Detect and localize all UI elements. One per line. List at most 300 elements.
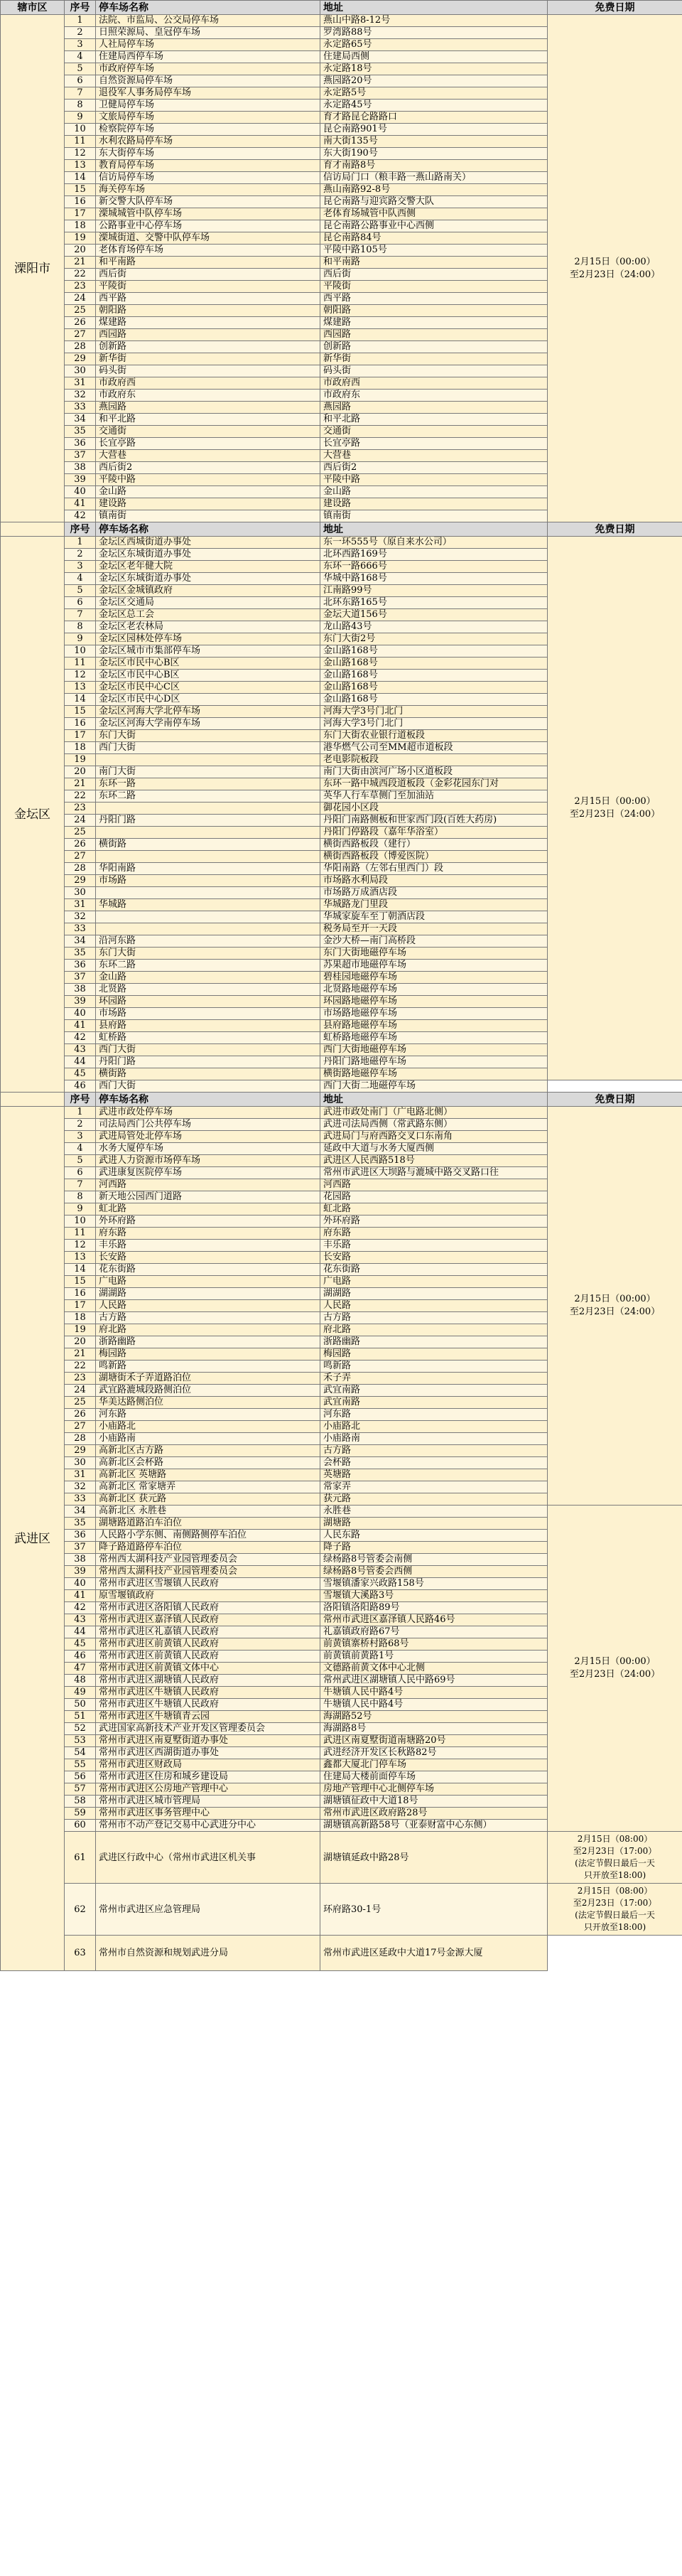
row-number: 53 [65, 1735, 96, 1747]
parking-address: 常州市武进区大坝路与漉城中路交叉路口往 [320, 1167, 548, 1179]
parking-name: 府北路 [96, 1324, 320, 1336]
parking-address: 西后街 [320, 269, 548, 281]
free-date-line: 只开放至18:00) [583, 1922, 646, 1932]
row-number: 24 [65, 293, 96, 305]
parking-address: 河东路 [320, 1409, 548, 1421]
table-row [1, 1107, 682, 1119]
parking-address: 丹阳门停路段（嘉年华浴室） [320, 827, 548, 839]
parking-address: 市场路地磁停车场 [320, 1008, 548, 1020]
parking-name: 华城路 [96, 899, 320, 911]
parking-name: 常州市武进区礼嘉镇人民政府 [96, 1626, 320, 1638]
row-number: 39 [65, 1566, 96, 1578]
table-row [1, 1506, 682, 1518]
header-address: 地址 [320, 522, 548, 537]
parking-name: 虹北路 [96, 1203, 320, 1215]
free-date-line: 至2月23日（24:00） [569, 809, 661, 820]
parking-address: 和平北路 [320, 414, 548, 426]
parking-name: 卫健局停车场 [96, 100, 320, 112]
parking-address: 老电影院板段 [320, 754, 548, 766]
parking-address: 金沙大桥—南门高桥段 [320, 935, 548, 948]
row-number: 46 [65, 1651, 96, 1663]
row-number: 38 [65, 984, 96, 996]
parking-address: 华阳南路（左邻右里西门）段 [320, 863, 548, 875]
parking-address: 东门大街农业银行道板段 [320, 730, 548, 742]
parking-address: 罗湾路88号 [320, 27, 548, 39]
parking-name: 高新北区 英塘路 [96, 1469, 320, 1481]
free-date-line: 2月15日（08:00） [577, 1834, 653, 1844]
parking-name: 创新路 [96, 341, 320, 353]
parking-name: 小庙路北 [96, 1421, 320, 1433]
parking-name: 燕园路 [96, 402, 320, 414]
header-district [1, 522, 65, 537]
parking-name: 花东街路 [96, 1264, 320, 1276]
parking-name: 金坛区市民中心B区 [96, 658, 320, 670]
header-date: 免费日期 [548, 522, 682, 537]
parking-name: 东大街停车场 [96, 148, 320, 160]
header-name: 停车场名称 [96, 1, 320, 15]
parking-address: 和平南路 [320, 257, 548, 269]
parking-address: 碧桂园地磁停车场 [320, 972, 548, 984]
parking-address: 华城中路168号 [320, 573, 548, 585]
row-number: 42 [65, 1602, 96, 1614]
row-number: 23 [65, 1373, 96, 1385]
row-number: 18 [65, 220, 96, 232]
parking-address: 虹桥路地磁停车场 [320, 1032, 548, 1044]
row-number: 9 [65, 633, 96, 645]
free-date [548, 537, 682, 1080]
parking-name [96, 754, 320, 766]
row-number: 61 [65, 1832, 96, 1884]
parking-name: 信访局停车场 [96, 172, 320, 184]
row-number: 10 [65, 1215, 96, 1228]
row-number: 2 [65, 549, 96, 561]
parking-name: 金坛区西城街道办事处 [96, 537, 320, 549]
parking-address: 交通街 [320, 426, 548, 438]
parking-name: 常州市武进区前黄镇文体中心 [96, 1663, 320, 1675]
parking-address: 东一环555号（原自来水公司） [320, 537, 548, 549]
parking-name [96, 827, 320, 839]
parking-address: 武进司法局西侧（常武路东侧） [320, 1119, 548, 1131]
parking-address: 金山路 [320, 486, 548, 498]
parking-address: 北环东路165号 [320, 597, 548, 609]
parking-name: 常州市武进区前黄镇人民政府 [96, 1651, 320, 1663]
parking-name: 广电路 [96, 1276, 320, 1288]
parking-address: 龙山路43号 [320, 621, 548, 633]
parking-name: 西门大街 [96, 1044, 320, 1056]
parking-address: 港华燃气公司至MM超市道板段 [320, 742, 548, 754]
parking-address: 牛塘镇人民中路4号 [320, 1687, 548, 1699]
parking-name: 武进国家高新技术产业开发区管理委员会 [96, 1723, 320, 1735]
parking-name: 河西路 [96, 1179, 320, 1191]
row-number: 16 [65, 196, 96, 208]
row-number: 17 [65, 730, 96, 742]
parking-name: 金坛区东城街道办事处 [96, 573, 320, 585]
parking-address: 海湖路52号 [320, 1711, 548, 1723]
header-row [1, 1093, 682, 1107]
row-number: 41 [65, 498, 96, 510]
parking-name: 市政府东 [96, 390, 320, 402]
row-number: 37 [65, 1542, 96, 1554]
parking-name: 市场路 [96, 875, 320, 887]
row-number: 21 [65, 257, 96, 269]
row-number: 52 [65, 1723, 96, 1735]
row-number: 32 [65, 390, 96, 402]
parking-name: 日照荣源局、皇冠停车场 [96, 27, 320, 39]
row-number: 5 [65, 1155, 96, 1167]
parking-address: 燕山中路8-12号 [320, 15, 548, 27]
row-number: 9 [65, 112, 96, 124]
parking-address: 横街西路板段（博爱医院） [320, 851, 548, 863]
parking-address: 育才路昆仑路路口 [320, 112, 548, 124]
parking-name: 常州市武进区牛塘镇人民政府 [96, 1699, 320, 1711]
row-number: 17 [65, 208, 96, 220]
row-number: 10 [65, 124, 96, 136]
parking-address: 人民东路 [320, 1530, 548, 1542]
parking-address: 北贤路地磁停车场 [320, 984, 548, 996]
parking-name: 西门大街 [96, 742, 320, 754]
parking-name: 常州市武进区嘉泽镇人民政府 [96, 1614, 320, 1626]
header-no: 序号 [65, 1, 96, 15]
row-number: 14 [65, 172, 96, 184]
parking-name: 市政府西 [96, 377, 320, 390]
parking-address: 绿杨路8号管委会南侧 [320, 1554, 548, 1566]
parking-name: 古方路 [96, 1312, 320, 1324]
parking-name: 东环二路 [96, 790, 320, 803]
parking-name: 武进区行政中心（常州市武进区机关事 [96, 1832, 320, 1884]
parking-address: 永定路45号 [320, 100, 548, 112]
parking-address: 小庙路北 [320, 1421, 548, 1433]
parking-address: 武宜南路 [320, 1397, 548, 1409]
parking-name: 长安路 [96, 1252, 320, 1264]
parking-address: 市政府西 [320, 377, 548, 390]
parking-name: 虹桥路 [96, 1032, 320, 1044]
free-date-line: 2月15日（08:00） [577, 1886, 653, 1896]
parking-name: 西后街2 [96, 462, 320, 474]
row-number: 12 [65, 1240, 96, 1252]
free-date-line: 至2月23日（17:00） [573, 1846, 657, 1856]
table-row [1, 1832, 682, 1884]
parking-address: 税务局至开一天段 [320, 923, 548, 935]
row-number: 3 [65, 561, 96, 573]
row-number: 30 [65, 365, 96, 377]
parking-name: 横街路 [96, 1068, 320, 1080]
parking-name: 西门大街 [96, 1080, 320, 1093]
parking-address: 武进经济开发区长秋路82号 [320, 1747, 548, 1759]
parking-name: 湖湖路 [96, 1288, 320, 1300]
parking-name: 常州西太湖科技产业园管理委员会 [96, 1566, 320, 1578]
parking-name: 人社局停车场 [96, 39, 320, 51]
parking-address: 燕园路20号 [320, 75, 548, 87]
parking-name [96, 887, 320, 899]
row-number: 28 [65, 1433, 96, 1445]
row-number: 25 [65, 827, 96, 839]
parking-name: 检察院停车场 [96, 124, 320, 136]
parking-name: 外环府路 [96, 1215, 320, 1228]
row-number: 27 [65, 329, 96, 341]
parking-name: 码头街 [96, 365, 320, 377]
parking-name: 溧城城管中队停车场 [96, 208, 320, 220]
parking-address: 信访局门口（粮丰路一燕山路南关） [320, 172, 548, 184]
parking-address: 西园路 [320, 329, 548, 341]
free-date [548, 1506, 682, 1832]
parking-address: 湖塘镇征政中大道18号 [320, 1796, 548, 1808]
row-number: 15 [65, 706, 96, 718]
parking-name: 小庙路南 [96, 1433, 320, 1445]
parking-name: 人民路 [96, 1300, 320, 1312]
row-number: 29 [65, 875, 96, 887]
row-number: 20 [65, 766, 96, 778]
row-number: 13 [65, 160, 96, 172]
row-number: 4 [65, 1143, 96, 1155]
parking-name: 金坛区城市市集部停车场 [96, 645, 320, 658]
parking-address: 市场路水利局段 [320, 875, 548, 887]
parking-address: 丹阳门路地磁停车场 [320, 1056, 548, 1068]
header-no: 序号 [65, 522, 96, 537]
parking-address: 鑫都大厦北门停车场 [320, 1759, 548, 1771]
parking-name: 新交警大队停车场 [96, 196, 320, 208]
row-number: 48 [65, 1675, 96, 1687]
row-number: 2 [65, 27, 96, 39]
parking-address: 花园路 [320, 1191, 548, 1203]
row-number: 28 [65, 341, 96, 353]
parking-name: 东门大街 [96, 730, 320, 742]
row-number: 35 [65, 426, 96, 438]
parking-address: 武进局门与府西路交叉口东南角 [320, 1131, 548, 1143]
row-number: 23 [65, 281, 96, 293]
parking-address: 东环一路666号 [320, 561, 548, 573]
table-row [1, 1884, 682, 1936]
parking-address: 常州武进区湖塘镇人民中路69号 [320, 1675, 548, 1687]
row-number: 6 [65, 1167, 96, 1179]
parking-address: 县府路地磁停车场 [320, 1020, 548, 1032]
parking-name: 丹阳门路 [96, 1056, 320, 1068]
parking-name: 府东路 [96, 1228, 320, 1240]
parking-address: 外环府路 [320, 1215, 548, 1228]
row-number: 56 [65, 1771, 96, 1783]
parking-address: 武进区南夏墅街道南塘路20号 [320, 1735, 548, 1747]
parking-address: 东门大街地磁停车场 [320, 948, 548, 960]
row-number: 8 [65, 621, 96, 633]
parking-name: 新天地公园西门道路 [96, 1191, 320, 1203]
parking-address: 海湖路8号 [320, 1723, 548, 1735]
parking-name: 人民路小学东侧、南侧路侧停车泊位 [96, 1530, 320, 1542]
free-date-line: (法定节假日最后一天 [575, 1910, 655, 1920]
row-number: 25 [65, 1397, 96, 1409]
parking-address: 金山路168号 [320, 670, 548, 682]
parking-address: 湖塘镇高新路58号（亚泰财富中心东侧） [320, 1820, 548, 1832]
parking-name: 市场路 [96, 1008, 320, 1020]
parking-address: 老体育场城管中队西侧 [320, 208, 548, 220]
row-number: 25 [65, 305, 96, 317]
parking-address: 禾子弄 [320, 1373, 548, 1385]
parking-address: 东门大街2号 [320, 633, 548, 645]
parking-address: 古方路 [320, 1445, 548, 1457]
parking-name: 煤建路 [96, 317, 320, 329]
parking-name: 金坛区金城镇政府 [96, 585, 320, 597]
parking-name: 华阳南路 [96, 863, 320, 875]
parking-address: 横街西路板段（建行） [320, 839, 548, 851]
parking-address: 金山路168号 [320, 658, 548, 670]
parking-name: 法院、市监局、公交局停车场 [96, 15, 320, 27]
parking-address: 平陵中路105号 [320, 245, 548, 257]
parking-address: 南门大街由滨河广场小区道板段 [320, 766, 548, 778]
parking-name: 金坛区老农林局 [96, 621, 320, 633]
row-number: 46 [65, 1080, 96, 1093]
parking-name: 东门大街 [96, 948, 320, 960]
parking-address: 市场路万成酒店段 [320, 887, 548, 899]
row-number: 16 [65, 1288, 96, 1300]
row-number: 30 [65, 887, 96, 899]
row-number: 36 [65, 1530, 96, 1542]
parking-name: 常州市武进区牛塘镇青云园 [96, 1711, 320, 1723]
parking-address: 古方路 [320, 1312, 548, 1324]
header-date: 免费日期 [548, 1093, 682, 1107]
parking-name: 西后街 [96, 269, 320, 281]
row-number: 12 [65, 670, 96, 682]
parking-name: 文旅局停车场 [96, 112, 320, 124]
parking-name: 南门大街 [96, 766, 320, 778]
parking-name: 丹阳门路 [96, 815, 320, 827]
parking-name: 环园路 [96, 996, 320, 1008]
parking-address: 武进市政处南门（广电路北侧） [320, 1107, 548, 1119]
parking-address: 金山路168号 [320, 682, 548, 694]
row-number: 43 [65, 1614, 96, 1626]
row-number: 10 [65, 645, 96, 658]
row-number: 44 [65, 1056, 96, 1068]
parking-name: 东环一路 [96, 778, 320, 790]
free-date-line: 至2月23日（17:00） [573, 1898, 657, 1908]
free-date-line: 2月15日（00:00） [574, 1294, 656, 1304]
row-number: 16 [65, 718, 96, 730]
row-number: 35 [65, 948, 96, 960]
parking-address: 永定路18号 [320, 63, 548, 75]
parking-address: 房地产管理中心北侧停车场 [320, 1783, 548, 1796]
parking-address: 府东路 [320, 1228, 548, 1240]
row-number: 20 [65, 245, 96, 257]
parking-name: 北贤路 [96, 984, 320, 996]
row-number: 54 [65, 1747, 96, 1759]
parking-name: 金坛区交通局 [96, 597, 320, 609]
row-number: 45 [65, 1638, 96, 1651]
row-number: 47 [65, 1663, 96, 1675]
row-number: 37 [65, 972, 96, 984]
parking-address: 新华街 [320, 353, 548, 365]
row-number: 38 [65, 462, 96, 474]
parking-name: 和平北路 [96, 414, 320, 426]
row-number: 33 [65, 923, 96, 935]
parking-name: 金坛区市民中心C区 [96, 682, 320, 694]
parking-name: 高新北区会杯路 [96, 1457, 320, 1469]
parking-name: 常州市武进区南夏墅街道办事处 [96, 1735, 320, 1747]
row-number: 5 [65, 585, 96, 597]
parking-name: 金坛区园林处停车场 [96, 633, 320, 645]
row-number: 63 [65, 1936, 96, 1971]
row-number: 32 [65, 911, 96, 923]
row-number: 36 [65, 438, 96, 450]
parking-name: 常州市武进区事务管理中心 [96, 1808, 320, 1820]
row-number: 26 [65, 1409, 96, 1421]
row-number: 3 [65, 1131, 96, 1143]
parking-name: 湖塘路道路泊车泊位 [96, 1518, 320, 1530]
row-number: 13 [65, 1252, 96, 1264]
parking-address: 御花园小区段 [320, 803, 548, 815]
row-number: 29 [65, 353, 96, 365]
parking-address: 华城家旋车至丁朝酒店段 [320, 911, 548, 923]
row-number: 26 [65, 839, 96, 851]
parking-address: 江南路99号 [320, 585, 548, 597]
parking-address: 西后街2 [320, 462, 548, 474]
parking-name: 常州市武进区城市管理局 [96, 1796, 320, 1808]
parking-address: 梅园路 [320, 1348, 548, 1361]
parking-name: 市政府停车场 [96, 63, 320, 75]
free-date-line: (法定节假日最后一天 [575, 1858, 655, 1868]
row-number: 28 [65, 863, 96, 875]
parking-name: 河东路 [96, 1409, 320, 1421]
row-number: 37 [65, 450, 96, 462]
parking-address: 昆仑南路与迎宾路交警大队 [320, 196, 548, 208]
row-number: 31 [65, 1469, 96, 1481]
row-number: 9 [65, 1203, 96, 1215]
free-date-line: 2月15日（00:00） [574, 1656, 656, 1667]
parking-name: 武进市政处停车场 [96, 1107, 320, 1119]
parking-address: 牛塘镇人民中路4号 [320, 1699, 548, 1711]
parking-address: 永胜巷 [320, 1506, 548, 1518]
header-address: 地址 [320, 1, 548, 15]
parking-address: 燕园路 [320, 402, 548, 414]
parking-address: 常家弄 [320, 1481, 548, 1493]
row-number: 1 [65, 1107, 96, 1119]
row-number: 2 [65, 1119, 96, 1131]
parking-name: 浙路幽路 [96, 1336, 320, 1348]
parking-name: 高新北区古方路 [96, 1445, 320, 1457]
row-number: 8 [65, 100, 96, 112]
row-number: 55 [65, 1759, 96, 1771]
row-number: 35 [65, 1518, 96, 1530]
parking-address: 礼嘉镇政府路67号 [320, 1626, 548, 1638]
parking-name: 武进局管处北停车场 [96, 1131, 320, 1143]
parking-address: 河海大学3号门北门 [320, 706, 548, 718]
parking-address: 东环一路中城西段道板段（金彩花园东门对 [320, 778, 548, 790]
parking-address: 湖塘镇延政中路28号 [320, 1832, 548, 1884]
header-name: 停车场名称 [96, 522, 320, 537]
parking-name: 高新北区 常家塘弄 [96, 1481, 320, 1493]
table-row [1, 537, 682, 549]
row-number: 6 [65, 597, 96, 609]
parking-name: 常州西太湖科技产业园管理委员会 [96, 1554, 320, 1566]
parking-address: 武宜南路 [320, 1385, 548, 1397]
parking-address: 文德路前黄文体中心北侧 [320, 1663, 548, 1675]
parking-name: 梅园路 [96, 1348, 320, 1361]
parking-address: 湖塘路 [320, 1518, 548, 1530]
row-number: 40 [65, 1578, 96, 1590]
parking-address: 常州市武进区政府路28号 [320, 1808, 548, 1820]
row-number: 15 [65, 1276, 96, 1288]
row-number: 43 [65, 1044, 96, 1056]
district-name: 溧阳市 [1, 15, 65, 522]
row-number: 41 [65, 1590, 96, 1602]
row-number: 11 [65, 136, 96, 148]
row-number: 36 [65, 960, 96, 972]
row-number: 19 [65, 754, 96, 766]
free-date-line: 只开放至18:00) [583, 1870, 646, 1880]
parking-name [96, 803, 320, 815]
parking-address: 河海大学3号门北门 [320, 718, 548, 730]
row-number: 23 [65, 803, 96, 815]
parking-address: 武进区人民西路518号 [320, 1155, 548, 1167]
row-number: 5 [65, 63, 96, 75]
parking-name: 高新北区 获元路 [96, 1493, 320, 1506]
parking-name: 长宜亭路 [96, 438, 320, 450]
